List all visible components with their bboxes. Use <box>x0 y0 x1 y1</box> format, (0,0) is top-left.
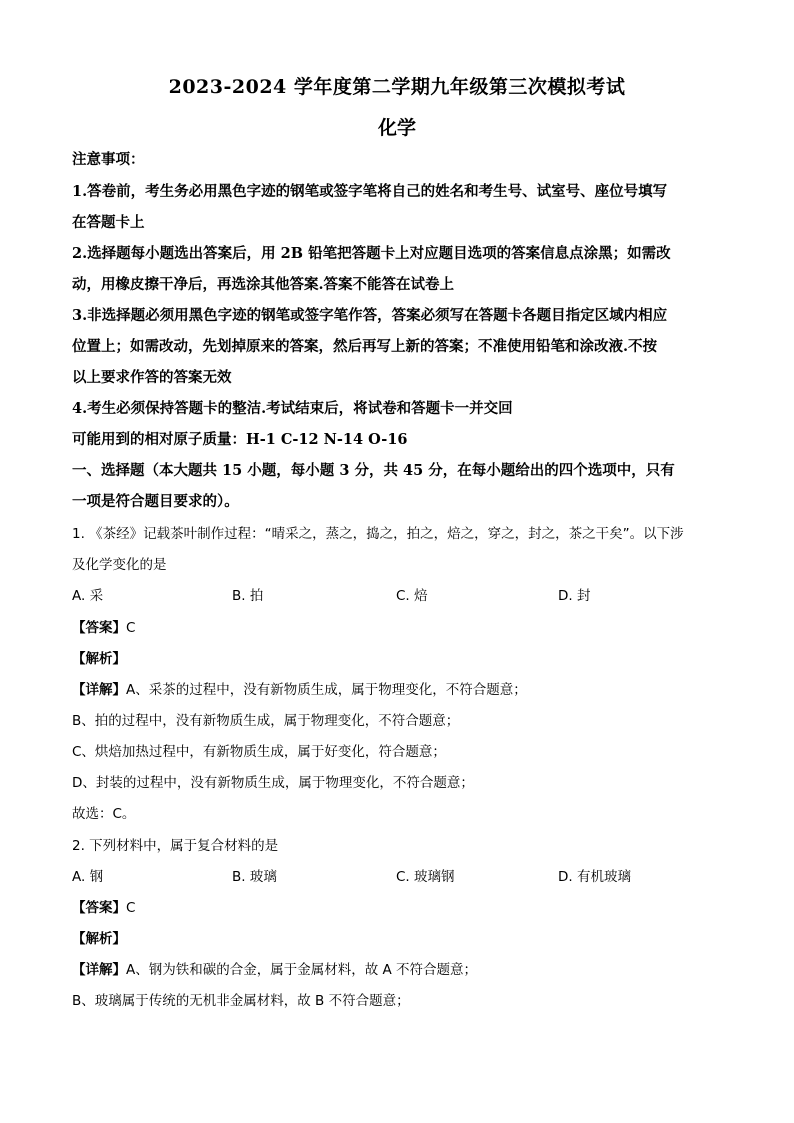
answer-tag: 【答案】 <box>72 900 126 916</box>
answer-value: C <box>126 620 136 636</box>
exam-title: 2023-2024 学年度第二学期九年级第三次模拟考试 <box>168 76 626 98</box>
q1-analysis-tag: 【解析】 <box>72 651 126 667</box>
q1-conclusion: 故选：C。 <box>72 806 136 822</box>
section-heading: 一、选择题（本大题共 15 小题，每小题 3 分，共 45 分，在每小题给出的四个选项中，只有 <box>72 462 675 479</box>
notice-heading: 注意事项： <box>72 151 145 168</box>
answer-tag: 【答案】 <box>72 620 126 636</box>
atomic-mass-line: 可能用到的相对原子质量：H-1 C-12 N-14 O-16 <box>72 431 408 448</box>
q2-option-b: B. 玻璃 <box>232 869 277 885</box>
q1-option-d: D. 封 <box>558 588 591 604</box>
detail-tag: 【详解】 <box>72 962 126 978</box>
detail-tag: 【详解】 <box>72 682 126 698</box>
notice-line: 以上要求作答的答案无效 <box>72 369 232 386</box>
q2-option-a: A. 钢 <box>72 869 104 885</box>
notice-line: 在答题卡上 <box>72 214 145 231</box>
q2-option-d: D. 有机玻璃 <box>558 869 631 885</box>
q1-detail-line <box>72 680 732 700</box>
notice-line: 位置上；如需改动，先划掉原来的答案，然后再写上新的答案；不准使用铅笔和涂改液.不按 <box>72 338 658 355</box>
notice-line: 2.选择题每小题选出答案后，用 2B 铅笔把答题卡上对应题目选项的答案信息点涂黑；如需改 <box>72 245 671 262</box>
detail-text: A、采茶的过程中，没有新物质生成，属于物理变化，不符合题意； <box>126 682 527 698</box>
q1-option-c: C. 焙 <box>396 588 428 604</box>
q2-detail-line: B、玻璃属于传统的无机非金属材料，故 B 不符合题意； <box>72 993 410 1009</box>
notice-line: 1.答卷前，考生务必用黑色字迹的钢笔或签字笔将自己的姓名和考生号、试室号、座位号填写 <box>72 183 668 200</box>
notice-line: 4.考生必须保持答题卡的整洁.考试结束后，将试卷和答题卡一并交回 <box>72 400 513 417</box>
q2-answer <box>72 898 732 918</box>
section-heading-cont: 一项是符合题目要求的）。 <box>72 493 239 510</box>
q1-stem-cont: 及化学变化的是 <box>72 557 167 573</box>
notice-line: 动，用橡皮擦干净后，再选涂其他答案.答案不能答在试卷上 <box>72 276 455 293</box>
detail-text: A、钢为铁和碳的合金，属于金属材料，故 A 不符合题意； <box>126 962 478 978</box>
subject-title: 化学 <box>377 117 416 139</box>
answer-value: C <box>126 900 136 916</box>
q1-detail-line: B、拍的过程中，没有新物质生成，属于物理变化，不符合题意； <box>72 713 460 729</box>
q2-analysis-tag: 【解析】 <box>72 931 126 947</box>
q1-option-b: B. 拍 <box>232 588 264 604</box>
q1-detail-line: D、封装的过程中，没有新物质生成，属于物理变化，不符合题意； <box>72 775 474 791</box>
q2-detail-line <box>72 960 732 980</box>
q2-stem: 2. 下列材料中，属于复合材料的是 <box>72 838 279 854</box>
q2-option-c: C. 玻璃钢 <box>396 869 455 885</box>
q1-stem: 1. 《茶经》记载茶叶制作过程：“晴采之，蒸之，捣之，拍之，焙之，穿之，封之，茶之干矣”。以下涉 <box>72 526 684 542</box>
notice-line: 3.非选择题必须用黑色字迹的钢笔或签字笔作答，答案必须写在答题卡各题目指定区域内相应 <box>72 307 668 324</box>
q1-answer <box>72 618 732 638</box>
q1-option-a: A. 采 <box>72 588 104 604</box>
q1-detail-line: C、烘焙加热过程中，有新物质生成，属于好变化，符合题意； <box>72 744 446 760</box>
